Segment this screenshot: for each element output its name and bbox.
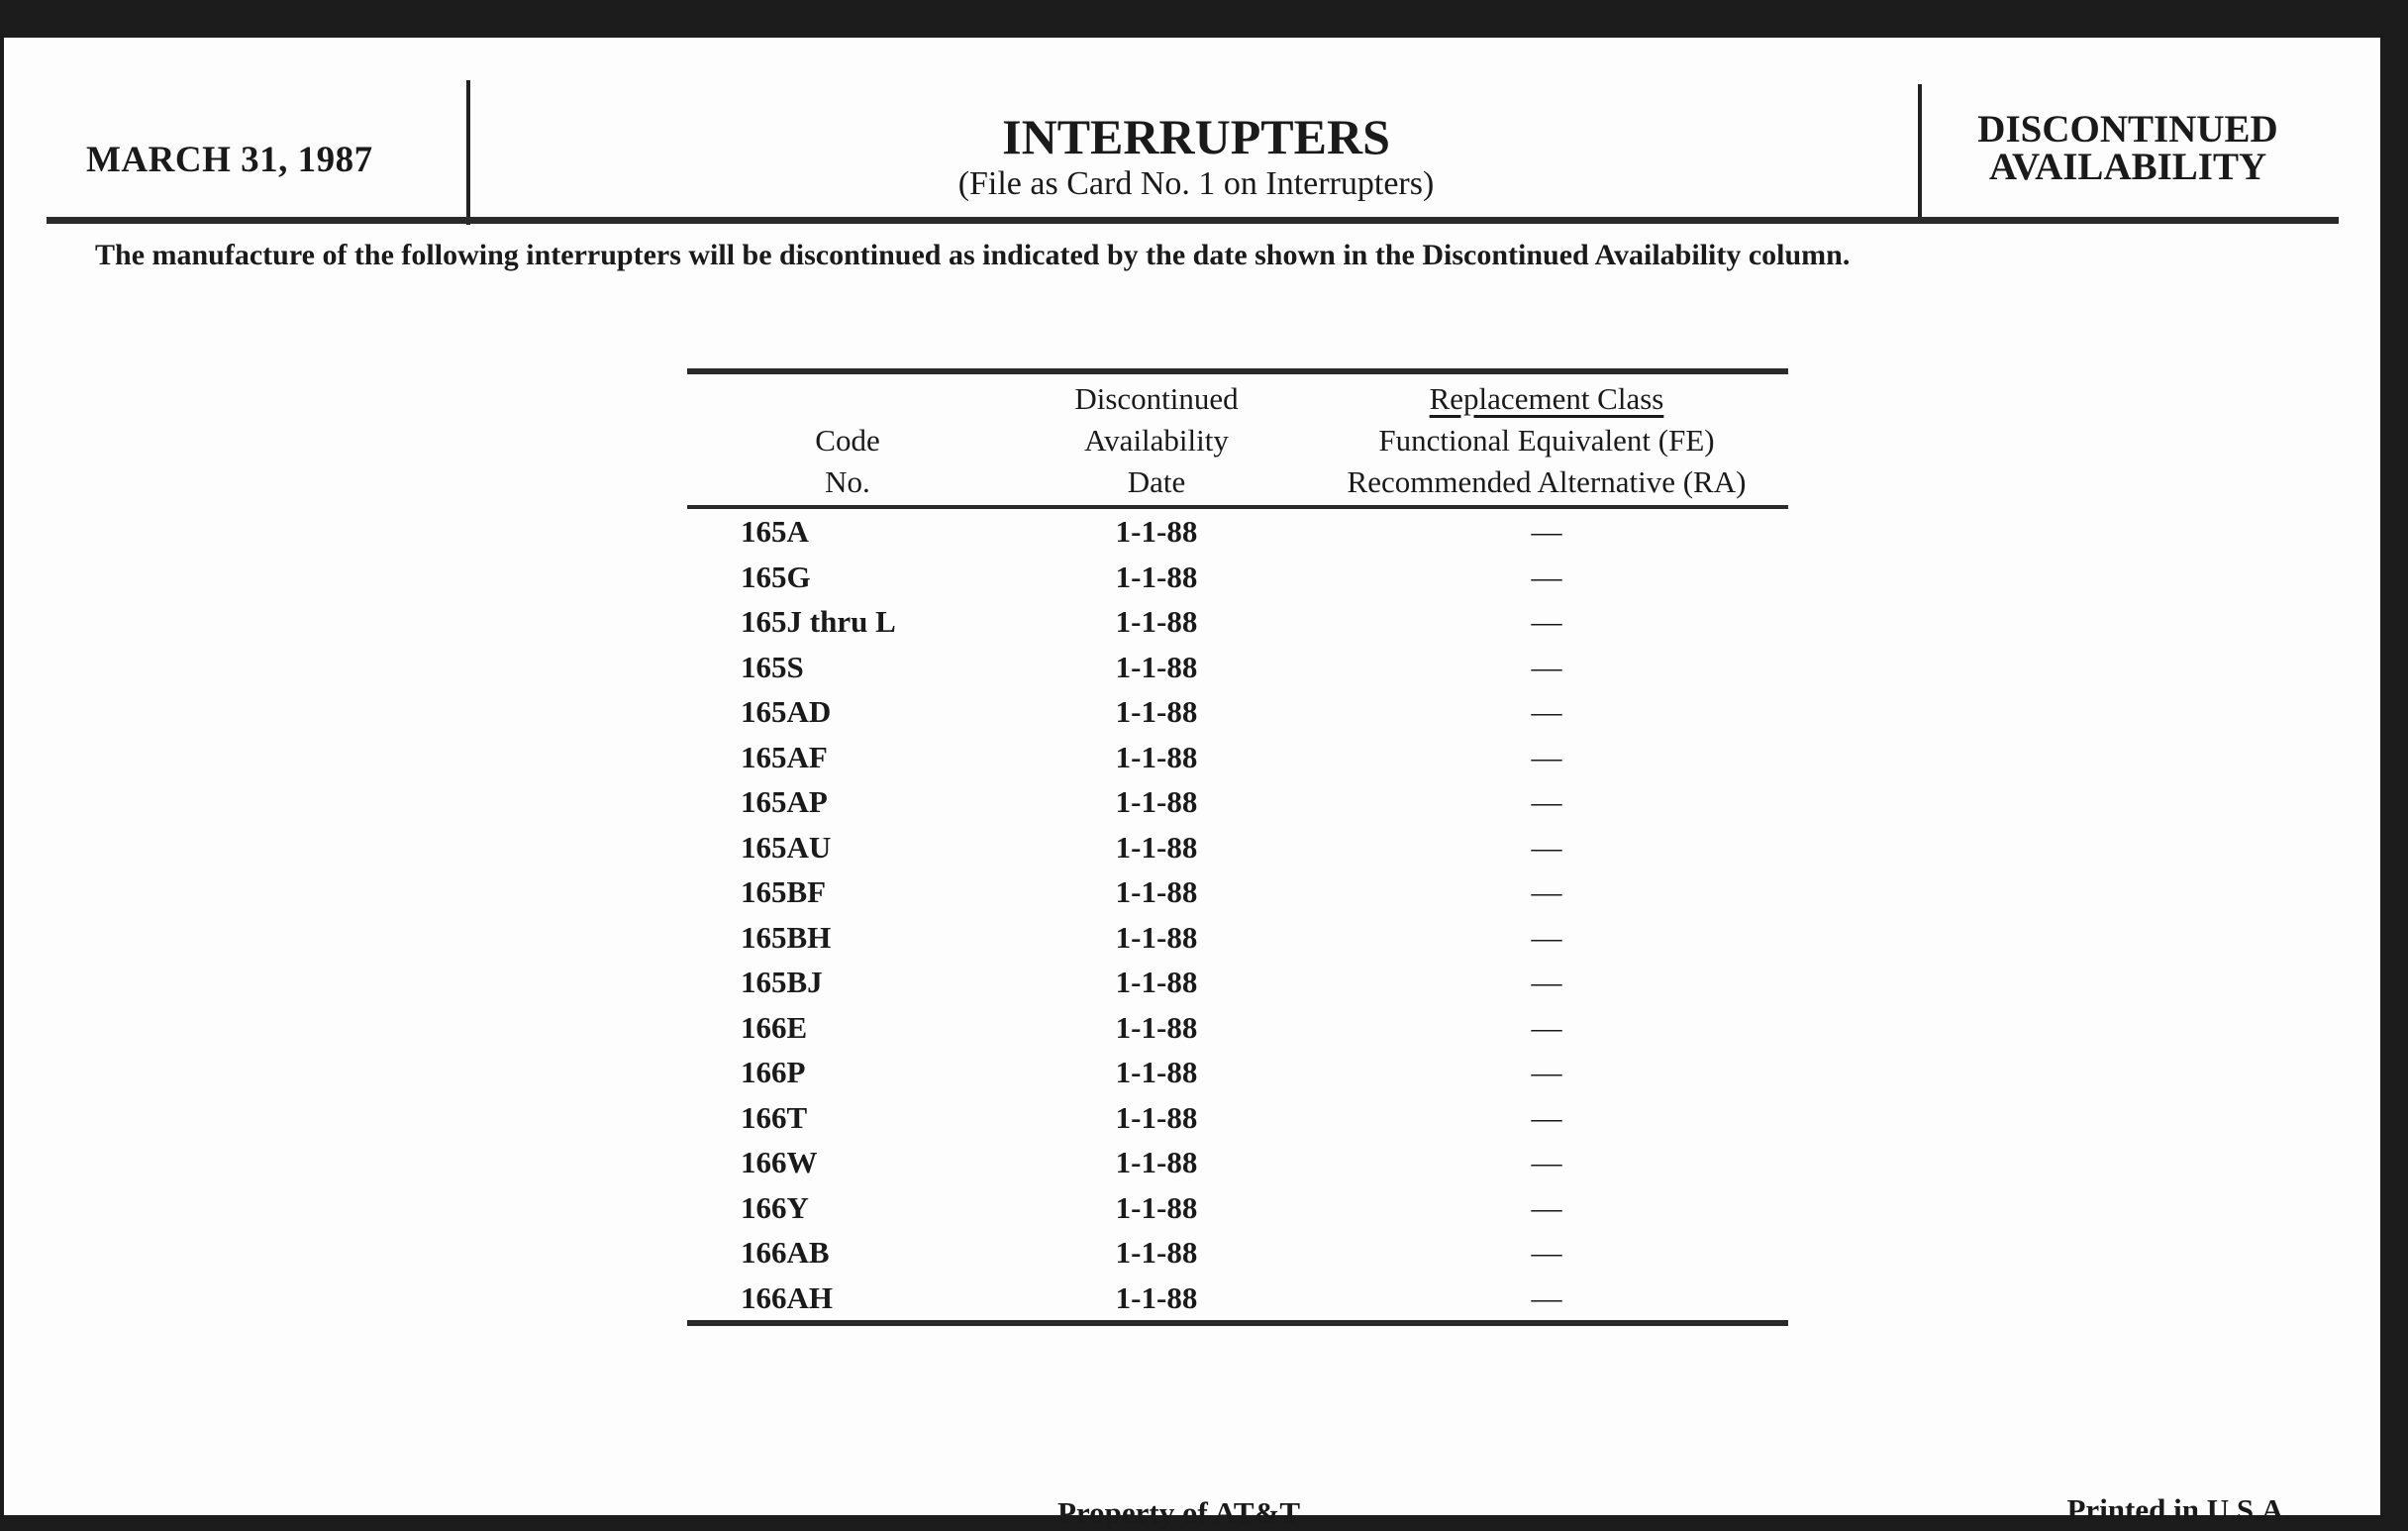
replacement-cell: —	[1531, 739, 1562, 774]
page-title: INTERRUPTERS	[1002, 109, 1390, 164]
code-cell: 166AH	[741, 1279, 833, 1315]
code-cell: 165BF	[741, 874, 827, 910]
intro-text: The manufacture of the following interrupters will be discontinued as indicated by the date shown in the Discontinued Availability column.	[95, 239, 1851, 271]
code-cell: 166Y	[741, 1189, 809, 1225]
replacement-cell: —	[1531, 965, 1562, 1000]
replacement-cell: —	[1531, 1099, 1562, 1135]
table-row	[687, 869, 1788, 915]
table-row	[687, 915, 1788, 961]
code-cell: 165AF	[741, 739, 828, 774]
replacement-cell: —	[1531, 1189, 1562, 1225]
header-date-line: Date	[1127, 464, 1186, 499]
code-cell: 165AD	[741, 694, 832, 730]
table-row	[687, 960, 1788, 1005]
header-date-line: Discontinued	[1074, 381, 1239, 416]
code-cell: 166W	[741, 1145, 818, 1180]
table-row	[687, 689, 1788, 735]
replacement-cell: —	[1531, 1009, 1562, 1045]
code-cell: 165BH	[741, 919, 832, 955]
code-cell: 165AP	[741, 784, 828, 820]
header-replacement	[1305, 371, 1788, 507]
code-cell: 165A	[741, 514, 809, 550]
date-cell: 1-1-88	[1115, 649, 1198, 684]
status-heading	[1922, 108, 2334, 188]
replacement-cell: —	[1531, 1055, 1562, 1090]
date-cell: 1-1-88	[1115, 919, 1198, 955]
header-rule	[47, 217, 2339, 224]
code-cell: 165G	[741, 559, 811, 594]
date-cell: 1-1-88	[1115, 829, 1198, 865]
code-cell: 165BJ	[741, 965, 823, 1000]
header-date	[1008, 371, 1305, 507]
status-line-1: DISCONTINUED	[1977, 108, 2278, 151]
replacement-cell: —	[1531, 1279, 1562, 1315]
date-cell: 1-1-88	[1115, 874, 1198, 910]
date-cell: 1-1-88	[1115, 559, 1198, 594]
header-replacement-line: Recommended Alternative (RA)	[1347, 464, 1747, 499]
date-cell: 1-1-88	[1115, 1009, 1198, 1045]
replacement-cell: —	[1531, 1235, 1562, 1271]
table-row	[687, 599, 1788, 645]
date-cell: 1-1-88	[1115, 1189, 1198, 1225]
table-row	[687, 1140, 1788, 1185]
table-row	[687, 1185, 1788, 1231]
status-line-2: AVAILABILITY	[1988, 146, 2267, 188]
code-cell: 166P	[741, 1055, 806, 1090]
table-header-row	[687, 371, 1788, 507]
replacement-cell: —	[1531, 649, 1562, 684]
replacement-cell: —	[1531, 919, 1562, 955]
date-cell: 1-1-88	[1115, 604, 1198, 640]
date-cell: 1-1-88	[1115, 1055, 1198, 1090]
table-row	[687, 779, 1788, 825]
document-date: MARCH 31, 1987	[86, 140, 373, 180]
table-row	[687, 735, 1788, 780]
date-cell: 1-1-88	[1115, 514, 1198, 550]
header-code-line: Code	[815, 423, 880, 458]
footer-printed: Printed in U.S.A.	[2066, 1492, 2291, 1527]
table-row	[687, 1050, 1788, 1095]
replacement-cell: —	[1531, 829, 1562, 865]
replacement-cell: —	[1531, 694, 1562, 730]
header-date-line: Availability	[1084, 423, 1229, 458]
header-replacement-line: Functional Equivalent (FE)	[1378, 423, 1715, 458]
date-cell: 1-1-88	[1115, 1145, 1198, 1180]
table-row	[687, 1095, 1788, 1141]
interrupters-table	[687, 368, 1788, 1326]
table-row	[687, 507, 1788, 555]
page-subtitle: (File as Card No. 1 on Interrupters)	[957, 165, 1435, 202]
code-cell: 166E	[741, 1009, 808, 1045]
header-title-block	[470, 109, 1922, 204]
replacement-cell: —	[1531, 1145, 1562, 1180]
replacement-cell: —	[1531, 784, 1562, 820]
table-row	[687, 1230, 1788, 1276]
date-cell: 1-1-88	[1115, 694, 1198, 730]
code-cell: 165J thru L	[741, 604, 896, 640]
replacement-cell: —	[1531, 874, 1562, 910]
code-cell: 165S	[741, 649, 804, 684]
header-replacement-line: Replacement Class	[1429, 381, 1664, 416]
table-row	[687, 645, 1788, 690]
table-row	[687, 1276, 1788, 1324]
date-cell: 1-1-88	[1115, 1099, 1198, 1135]
code-cell: 166AB	[741, 1235, 830, 1271]
code-cell: 166T	[741, 1099, 808, 1135]
table-row	[687, 555, 1788, 600]
table-row	[687, 825, 1788, 870]
date-cell: 1-1-88	[1115, 784, 1198, 820]
header-code	[687, 371, 1008, 507]
header-code-line: No.	[825, 464, 870, 499]
replacement-cell: —	[1531, 604, 1562, 640]
date-cell: 1-1-88	[1115, 965, 1198, 1000]
document-page	[4, 38, 2380, 1530]
footer-property: Property of AT&T	[1057, 1495, 1301, 1530]
date-cell: 1-1-88	[1115, 1279, 1198, 1315]
replacement-cell: —	[1531, 559, 1562, 594]
date-cell: 1-1-88	[1115, 1235, 1198, 1271]
replacement-cell: —	[1531, 514, 1562, 550]
table-row	[687, 1005, 1788, 1051]
code-cell: 165AU	[741, 829, 832, 865]
date-cell: 1-1-88	[1115, 739, 1198, 774]
